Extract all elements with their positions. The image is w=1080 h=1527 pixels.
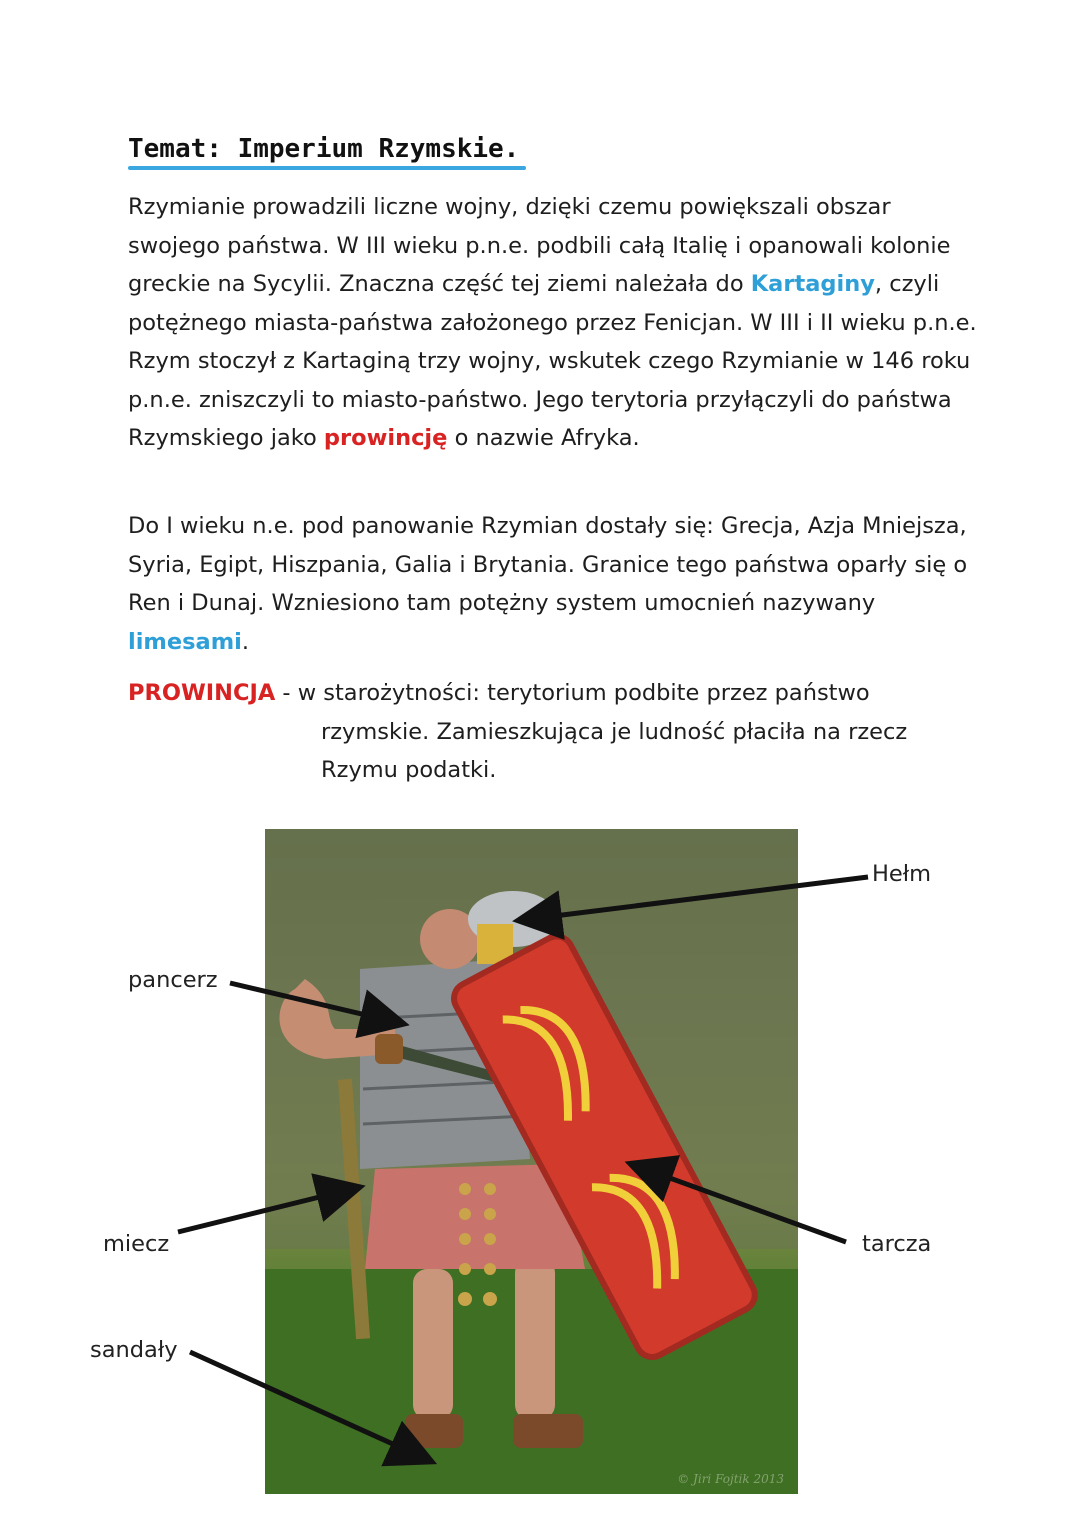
legionary-photo — [265, 829, 798, 1494]
paragraph-carthage: Rzymianie prowadzili liczne wojny, dzięki czemu powiększali obszar swojego państwa. W III wieku p.n.e. podbili całą Italię i opanowali kolonie greckie na Sycylii. Znaczna część tej ziemi należała do Kartaginy, czyli potężnego miasta-państwa założonego przez Fenicjan. W III i II wieku p.n.e. Rzym stoczył z Kartaginą trzy wojny, wskutek czego Rzymianie w 146 roku p.n.e. zniszczyli to miasto-państwo. Jego terytoria przyłączyli do państwa Rzymskiego jako prowincję o nazwie Afryka. — [128, 194, 977, 451]
label-miecz: miecz — [103, 1231, 170, 1257]
definition-term: PROWINCJA — [128, 680, 276, 706]
label-helm: Hełm — [872, 861, 932, 887]
page-title: Temat: Imperium Rzymskie. — [128, 134, 520, 164]
label-pancerz: pancerz — [128, 967, 218, 993]
definition-text-rest: rzymskie. Zamieszkująca je ludność płaciła na rzecz Rzymu podatki. — [321, 718, 908, 783]
keyword-prowincje: prowincję — [323, 425, 448, 451]
label-tarcza: tarcza — [862, 1231, 932, 1257]
paragraph-expansion: Do I wieku n.e. pod panowanie Rzymian dostały się: Grecja, Azja Mniejsza, Syria, Egipt, Hiszpania, Galia i Brytania. Granice tego państwa oparły się o Ren i Dunaj. Wzniesiono tam potężny system umocnień nazywany limesami. — [128, 513, 968, 655]
keyword-kartaginy: Kartaginy — [750, 271, 875, 297]
photo-watermark: © Jiri Fojtik 2013 — [677, 1472, 784, 1486]
definition-prowincja — [128, 674, 988, 790]
label-sandaly: sandały — [90, 1337, 178, 1363]
definition-text-line1: - w starożytności: terytorium podbite przez państwo — [275, 680, 870, 706]
keyword-limesami: limesami — [128, 628, 242, 655]
title-underline — [128, 166, 526, 170]
